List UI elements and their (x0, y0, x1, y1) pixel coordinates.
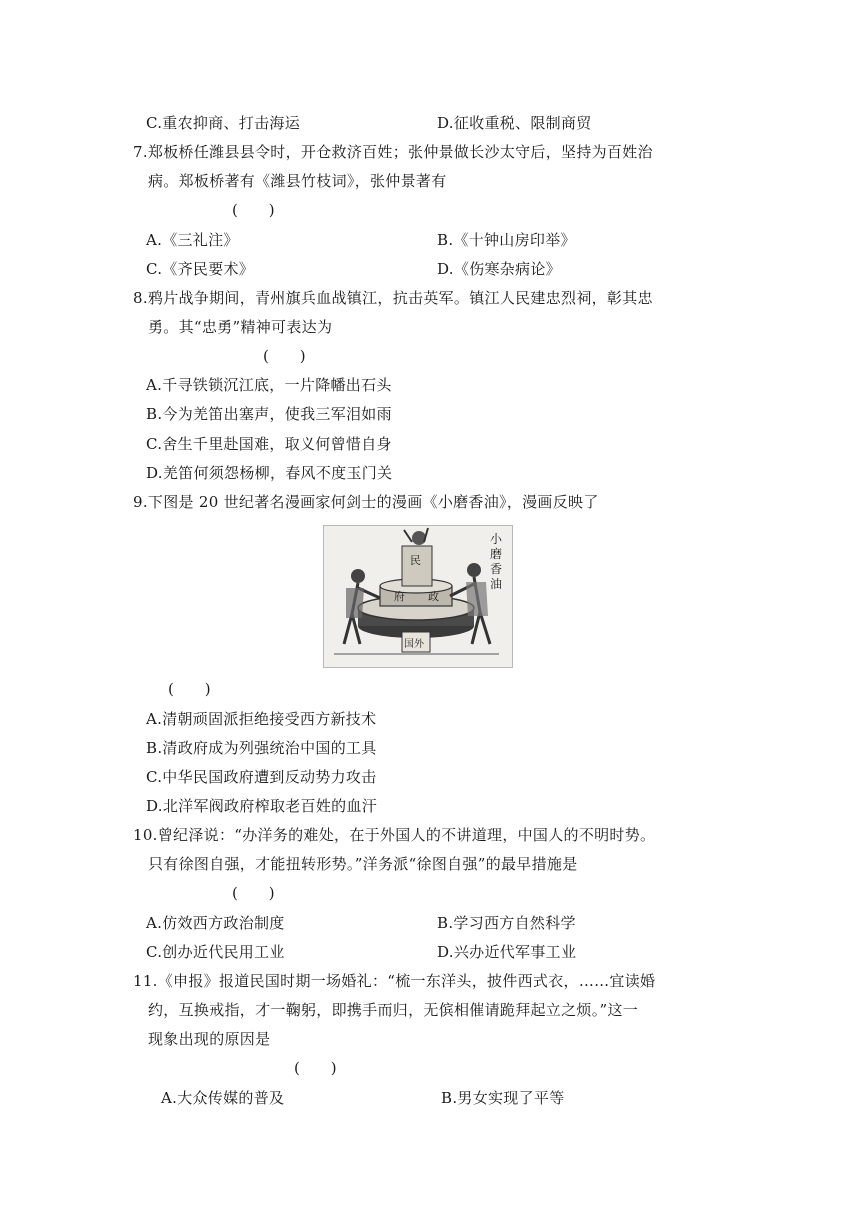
q11-stem-line2: 约，互换戒指，才一鞠躬，即携手而归，无傧相催请跪拜起立之烦。”这一 (148, 1001, 639, 1019)
q6-option-c: C.重农抑商、打击海运 (146, 114, 301, 132)
q11-option-a: A.大众传媒的普及 (161, 1089, 285, 1107)
q7-stem-line2: 病。郑板桥著有《潍县竹枝词》，张仲景著有 (148, 172, 447, 190)
q7-option-c: C.《齐民要术》 (146, 260, 255, 278)
q9-option-b: B.清政府成为列强统治中国的工具 (146, 739, 377, 757)
q7-option-b: B.《十钟山房印举》 (437, 231, 576, 249)
q9-stem-line1: 9.下图是 20 世纪著名漫画家何剑士的漫画《小磨香油》，漫画反映了 (133, 493, 599, 511)
fig-label-people: 民 (410, 554, 421, 567)
q6-option-d: D.征收重税、限制商贸 (437, 114, 592, 132)
fig-label-govt-right: 政 (428, 590, 439, 603)
q11-answer-blank: ( ) (294, 1059, 337, 1077)
q10-stem-line1: 10.曾纪泽说：“办洋务的难处，在于外国人的不讲道理，中国人的不明时势。 (133, 826, 656, 844)
q8-option-c: C.舍生千里赴国难，取义何曾惜自身 (146, 435, 392, 453)
figure-title: 小磨香油 (490, 532, 503, 591)
q8-stem-line2: 勇。其“忠勇”精神可表达为 (148, 318, 333, 336)
q9-option-c: C.中华民国政府遭到反动势力攻击 (146, 768, 377, 786)
q8-option-a: A.千寻铁锁沉江底，一片降幡出石头 (146, 376, 392, 394)
q10-answer-blank: ( ) (232, 884, 275, 902)
q8-answer-blank: ( ) (263, 347, 306, 365)
cartoon-figure (323, 525, 513, 668)
q11-stem-line1: 11.《申报》报道民国时期一场婚礼：“梳一东洋头，披件西式衣，……宜读婚 (133, 972, 656, 990)
q8-option-d: D.羌笛何须怨杨柳，春风不度玉门关 (146, 464, 393, 482)
q10-stem-line2: 只有徐图自强，才能扭转形势。”洋务派“徐图自强”的最早措施是 (148, 855, 578, 873)
q7-option-d: D.《伤寒杂病论》 (437, 260, 561, 278)
q10-option-a: A.仿效西方政治制度 (146, 914, 285, 932)
q10-option-c: C.创办近代民用工业 (146, 943, 285, 961)
q10-option-d: D.兴办近代军事工业 (437, 943, 577, 961)
fig-label-foreign: 国外 (404, 639, 424, 650)
cartoon-drawing (324, 526, 512, 667)
q9-option-d: D.北洋军阀政府榨取老百姓的血汗 (146, 797, 378, 815)
q7-stem-line1: 7.郑板桥任潍县县令时，开仓救济百姓；张仲景做长沙太守后，坚持为百姓治 (133, 143, 653, 161)
q8-option-b: B.今为羌笛出塞声，使我三军泪如雨 (146, 405, 392, 423)
q7-answer-blank: ( ) (232, 201, 275, 219)
q7-option-a: A.《三礼注》 (146, 231, 239, 249)
q11-stem-line3: 现象出现的原因是 (148, 1030, 271, 1048)
fig-label-govt-left: 府 (394, 590, 405, 603)
q11-option-b: B.男女实现了平等 (441, 1089, 565, 1107)
q8-stem-line1: 8.鸦片战争期间，青州旗兵血战镇江，抗击英军。镇江人民建忠烈祠，彰其忠 (133, 289, 653, 307)
q9-answer-blank: ( ) (168, 680, 211, 698)
q10-option-b: B.学习西方自然科学 (437, 914, 576, 932)
q9-option-a: A.清朝顽固派拒绝接受西方新技术 (146, 710, 377, 728)
